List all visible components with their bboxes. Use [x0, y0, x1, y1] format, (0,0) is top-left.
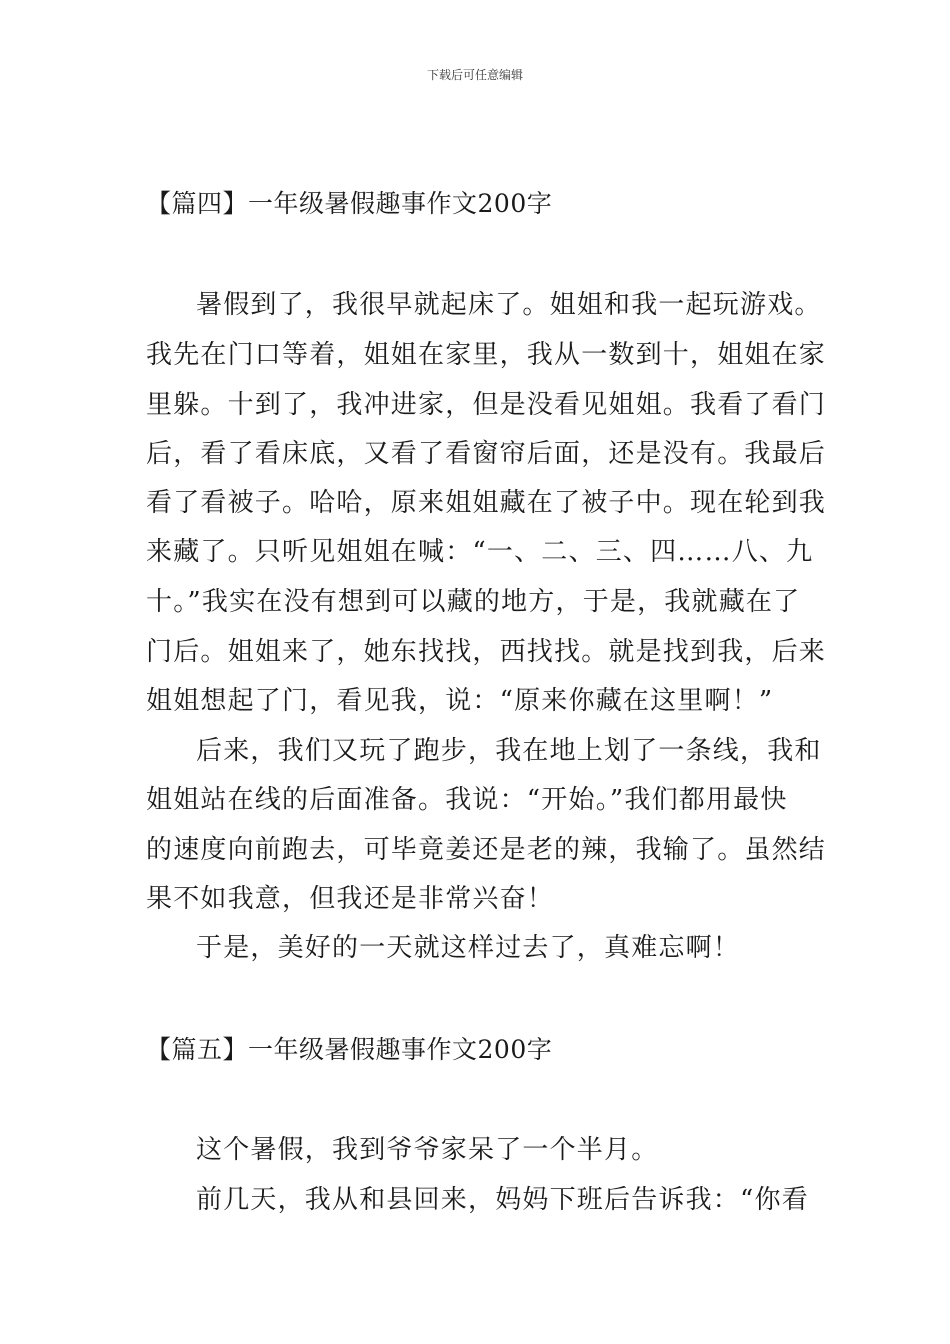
paragraph-line: 前几天，我从和县回来，妈妈下班后告诉我：“你看	[196, 1185, 809, 1215]
paragraph-line: 这个暑假，我到爷爷家呆了一个半月。	[196, 1135, 659, 1165]
paragraph-line: 于是，美好的一天就这样过去了，真难忘啊！	[196, 933, 741, 963]
paragraph-line: 果不如我意，但我还是非常兴奋！	[146, 884, 555, 914]
paragraph-line: 十。”我实在没有想到可以藏的地方，于是，我就藏在了	[146, 587, 801, 617]
paragraph-line: 看了看被子。哈哈，原来姐姐藏在了被子中。现在轮到我	[146, 488, 827, 518]
paragraph-line: 姐姐想起了门，看见我，说：“原来你藏在这里啊！”	[146, 686, 774, 716]
paragraph-line: 姐姐站在线的后面准备。我说：“开始。”我们都用最快	[146, 785, 788, 815]
paragraph-line: 的速度向前跑去，可毕竟姜还是老的辣，我输了。虽然结	[146, 835, 827, 865]
paragraph-line: 我先在门口等着，姐姐在家里，我从一数到十，姐姐在家	[146, 340, 827, 370]
paragraph-line: 里躲。十到了，我冲进家，但是没看见姐姐。我看了看门	[146, 390, 827, 420]
header-note: 下载后可任意编辑	[426, 68, 523, 82]
paragraph-line: 暑假到了，我很早就起床了。姐姐和我一起玩游戏。	[196, 290, 822, 320]
paragraph-line: 后来，我们又玩了跑步，我在地上划了一条线，我和	[196, 736, 822, 766]
section-title-4: 【篇四】一年级暑假趣事作文200字	[146, 189, 553, 218]
paragraph-line: 来藏了。只听见姐姐在喊：“一、二、三、四……八、九	[146, 537, 814, 567]
section-title-5: 【篇五】一年级暑假趣事作文200字	[146, 1035, 553, 1064]
paragraph-line: 后，看了看床底，又看了看窗帘后面，还是没有。我最后	[146, 439, 827, 469]
paragraph-line: 门后。姐姐来了，她东找找，西找找。就是找到我，后来	[146, 637, 827, 667]
